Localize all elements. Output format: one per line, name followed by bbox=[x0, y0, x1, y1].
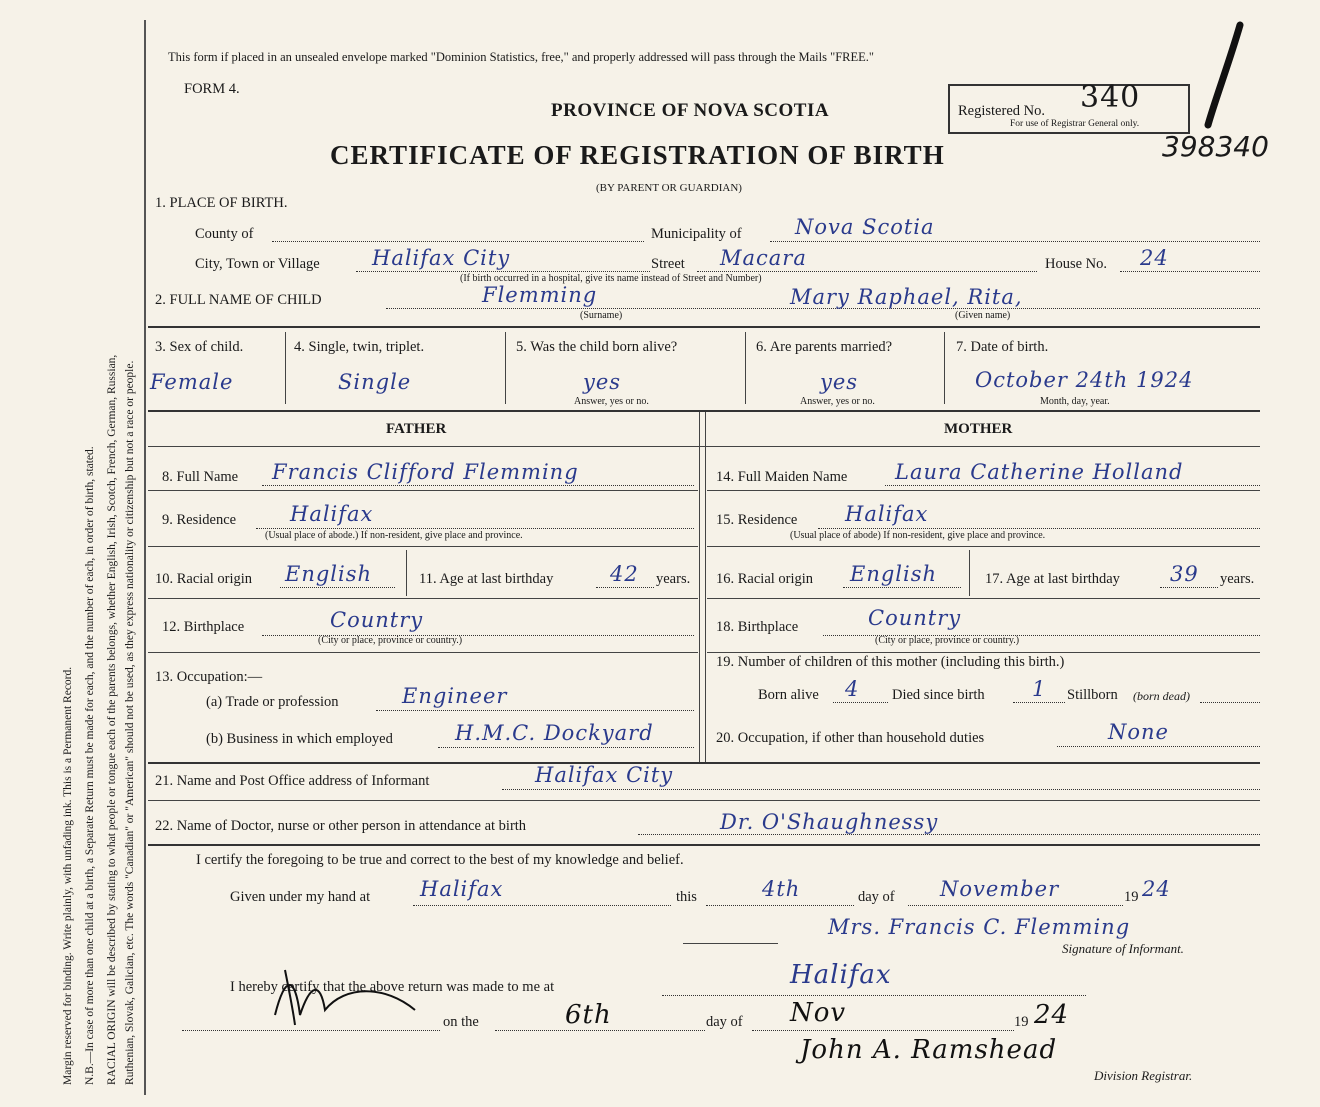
father-racial-divider bbox=[406, 550, 407, 596]
registrar-year-prefix: 19 bbox=[1014, 1014, 1029, 1030]
municipality-label: Municipality of bbox=[651, 226, 742, 242]
mother-rule-b bbox=[707, 546, 1260, 547]
page-title: CERTIFICATE OF REGISTRATION OF BIRTH bbox=[330, 140, 945, 170]
born-alive-count-value: 4 bbox=[845, 677, 860, 701]
scribble-mark-icon bbox=[265, 965, 425, 1035]
given-place-value: Halifax bbox=[420, 877, 504, 901]
father-residence-line bbox=[256, 528, 694, 529]
father-birthplace-caption: (City or place, province or country.) bbox=[318, 635, 463, 646]
registrar-day-line bbox=[495, 1030, 705, 1031]
informant-signature: Mrs. Francis C. Flemming bbox=[828, 915, 1131, 939]
col-divider-1 bbox=[285, 332, 286, 404]
rule-4 bbox=[148, 762, 1260, 764]
father-birthplace-label: 12. Birthplace bbox=[162, 619, 245, 635]
mother-name-line bbox=[885, 485, 1260, 486]
child-surname: Flemming bbox=[482, 283, 598, 307]
house-label: House No. bbox=[1045, 256, 1108, 272]
mother-birthplace-value: Country bbox=[868, 606, 962, 630]
father-years-label: years. bbox=[656, 571, 691, 587]
father-rule-d bbox=[148, 652, 698, 653]
mother-rule-a bbox=[707, 490, 1260, 491]
dob-label: 7. Date of birth. bbox=[956, 339, 1049, 355]
plurality-value: Single bbox=[338, 370, 412, 394]
mother-years-label: years. bbox=[1220, 571, 1255, 587]
margin-racial-origin-note-2: Ruthenian, Slovak, Galician, etc. The words "Canadian" or "American" should not be used, as they express nationality or citizenship but not a race or people. bbox=[124, 360, 136, 1085]
surname-caption: (Surname) bbox=[580, 310, 623, 321]
business-line bbox=[438, 747, 694, 748]
mother-occupation-line bbox=[1057, 746, 1260, 747]
doctor-value: Dr. O'Shaughnessy bbox=[720, 810, 939, 834]
mother-birthplace-label: 18. Birthplace bbox=[716, 619, 799, 635]
mother-name-label: 14. Full Maiden Name bbox=[716, 469, 848, 485]
died-count-line bbox=[1013, 702, 1065, 703]
mother-rule-c bbox=[707, 598, 1260, 599]
father-residence-value: Halifax bbox=[290, 502, 374, 526]
county-label: County of bbox=[195, 226, 254, 242]
street-label: Street bbox=[651, 256, 685, 272]
registrar-month-line bbox=[752, 1030, 1014, 1031]
mother-residence-value: Halifax bbox=[845, 502, 929, 526]
mother-residence-caption: (Usual place of abode) If non-resident, give place and province. bbox=[790, 530, 1046, 541]
margin-border bbox=[144, 20, 146, 1095]
page-subtitle: (BY PARENT OR GUARDIAN) bbox=[596, 182, 742, 194]
children-count-label: 19. Number of children of this mother (including this birth.) bbox=[716, 654, 1065, 670]
parent-divider-a bbox=[699, 412, 700, 762]
died-count-label: Died since birth bbox=[892, 687, 985, 703]
mother-age-line bbox=[1160, 587, 1218, 588]
year-value: 24 bbox=[1142, 877, 1171, 901]
mother-racial-line bbox=[843, 587, 961, 588]
mother-racial-value: English bbox=[850, 562, 938, 586]
born-alive-caption: Answer, yes or no. bbox=[574, 396, 649, 407]
father-name-line bbox=[262, 485, 694, 486]
parents-married-caption: Answer, yes or no. bbox=[800, 396, 875, 407]
province-heading: PROVINCE OF NOVA SCOTIA bbox=[551, 100, 830, 121]
municipality-line bbox=[770, 241, 1260, 242]
registrar-place-value: Halifax bbox=[790, 960, 892, 990]
municipality-value: Nova Scotia bbox=[795, 215, 935, 239]
given-under-label: Given under my hand at bbox=[230, 889, 371, 905]
street-line bbox=[697, 271, 1037, 272]
certify-statement: I certify the foregoing to be true and correct to the best of my knowledge and belief. bbox=[196, 852, 684, 868]
registrar-caption: Division Registrar. bbox=[1094, 1068, 1193, 1083]
rule-2 bbox=[148, 410, 1260, 412]
informant-value: Halifax City bbox=[535, 763, 674, 787]
mother-residence-label: 15. Residence bbox=[716, 512, 798, 528]
mother-racial-label: 16. Racial origin bbox=[716, 571, 814, 587]
month-value: November bbox=[940, 877, 1060, 901]
city-value: Halifax City bbox=[372, 246, 511, 270]
registrar-day-value: 6th bbox=[565, 1000, 612, 1030]
mother-residence-line bbox=[818, 528, 1260, 529]
registered-label: Registered No. bbox=[958, 103, 1045, 119]
father-racial-label: 10. Racial origin bbox=[155, 571, 253, 587]
rule-1 bbox=[148, 326, 1260, 328]
registrar-prefix-line bbox=[182, 1030, 440, 1031]
registrar-year-value: 24 bbox=[1034, 1000, 1070, 1030]
registered-value: 340 bbox=[1080, 80, 1141, 115]
informant-label: 21. Name and Post Office address of Informant bbox=[155, 773, 430, 789]
registered-box bbox=[948, 80, 1190, 134]
hospital-note: (If birth occurred in a hospital, give its name instead of Street and Number) bbox=[460, 273, 762, 284]
trade-line bbox=[376, 710, 694, 711]
given-name-caption: (Given name) bbox=[955, 310, 1011, 321]
house-line bbox=[1120, 271, 1260, 272]
doctor-line bbox=[638, 834, 1260, 835]
registrar-month-value: Nov bbox=[790, 998, 847, 1028]
born-alive-label: 5. Was the child born alive? bbox=[516, 339, 678, 355]
margin-binding-note: Margin reserved for binding. Write plainly, with unfading ink. This is a Permanent Record. bbox=[62, 666, 74, 1085]
signature-caption: Signature of Informant. bbox=[1062, 941, 1184, 956]
given-place-line bbox=[413, 905, 671, 906]
margin-racial-origin-note: RACIAL ORIGIN will be described by stating to what people or tongue each of the parents belongs, whether English, Irish, Scotch, French, German, Russian, bbox=[106, 354, 118, 1085]
plurality-label: 4. Single, twin, triplet. bbox=[294, 339, 425, 355]
occupation-label: 13. Occupation:— bbox=[155, 669, 263, 685]
born-alive-count-label: Born alive bbox=[758, 687, 819, 703]
col-divider-4 bbox=[944, 332, 945, 404]
pen-mark-icon bbox=[1190, 20, 1250, 140]
born-alive-count-line bbox=[833, 702, 888, 703]
doctor-label: 22. Name of Doctor, nurse or other person in attendance at birth bbox=[155, 818, 527, 834]
informant-line bbox=[502, 789, 1260, 790]
father-birthplace-value: Country bbox=[330, 608, 424, 632]
father-racial-value: English bbox=[285, 562, 373, 586]
registrar-place-line bbox=[662, 995, 1086, 996]
father-residence-caption: (Usual place of abode.) If non-resident, give place and province. bbox=[265, 530, 523, 541]
city-label: City, Town or Village bbox=[195, 256, 320, 272]
city-line bbox=[356, 271, 650, 272]
county-line bbox=[272, 241, 644, 242]
father-residence-label: 9. Residence bbox=[162, 512, 237, 528]
street-value: Macara bbox=[720, 246, 807, 270]
place-heading: 1. PLACE OF BIRTH. bbox=[155, 195, 288, 211]
sex-label: 3. Sex of child. bbox=[155, 339, 244, 355]
parents-married-value: yes bbox=[820, 370, 859, 394]
child-name-label: 2. FULL NAME OF CHILD bbox=[155, 292, 322, 308]
child-given-name: Mary Raphael, Rita, bbox=[790, 285, 1023, 309]
mother-occupation-value: None bbox=[1108, 720, 1169, 744]
trade-label: (a) Trade or profession bbox=[206, 694, 339, 710]
mother-name-value: Laura Catherine Holland bbox=[895, 460, 1184, 484]
father-racial-line bbox=[280, 587, 395, 588]
mother-age-value: 39 bbox=[1170, 562, 1199, 586]
month-line bbox=[908, 905, 1123, 906]
on-the-label: on the bbox=[443, 1014, 479, 1030]
father-rule-c bbox=[148, 598, 698, 599]
mother-racial-divider bbox=[969, 550, 970, 596]
col-divider-3 bbox=[745, 332, 746, 404]
rule-6 bbox=[148, 844, 1260, 846]
rule-5 bbox=[148, 800, 1260, 801]
stamp-number: 398340 bbox=[1162, 130, 1269, 163]
day-of-label: day of bbox=[858, 889, 895, 905]
year-prefix: 19 bbox=[1124, 889, 1139, 905]
father-rule-b bbox=[148, 546, 698, 547]
mail-notice: This form if placed in an unsealed envelope marked "Dominion Statistics, free," and properly addressed will pass through the Mails "FREE." bbox=[168, 50, 875, 64]
born-alive-value: yes bbox=[583, 370, 622, 394]
parents-married-label: 6. Are parents married? bbox=[756, 339, 893, 355]
house-value: 24 bbox=[1140, 246, 1169, 270]
trade-value: Engineer bbox=[402, 684, 508, 708]
dob-caption: Month, day, year. bbox=[1040, 396, 1110, 407]
father-name-label: 8. Full Name bbox=[162, 469, 239, 485]
registrar-statement: I hereby certify that the above return was made to me at bbox=[230, 979, 555, 995]
registrar-day-of-label: day of bbox=[706, 1014, 743, 1030]
stillborn-line bbox=[1200, 702, 1260, 703]
registrar-signature: John A. Ramshead bbox=[800, 1035, 1058, 1065]
father-name-value: Francis Clifford Flemming bbox=[272, 460, 579, 484]
margin-multiple-birth-note: N.B.—In case of more than one child at a birth, a Separate Return must be made for each, and the number of each, in order of birth, stated. bbox=[84, 446, 96, 1085]
dob-value: October 24th 1924 bbox=[975, 368, 1194, 392]
business-label: (b) Business in which employed bbox=[206, 731, 393, 747]
parent-divider-b bbox=[705, 412, 706, 762]
col-divider-2 bbox=[505, 332, 506, 404]
mother-occupation-label: 20. Occupation, if other than household duties bbox=[716, 730, 985, 746]
day-value: 4th bbox=[762, 877, 801, 901]
form-number: FORM 4. bbox=[184, 81, 240, 97]
mother-rule-d bbox=[707, 652, 1260, 653]
day-line bbox=[706, 905, 854, 906]
registrar-use-note: For use of Registrar General only. bbox=[1010, 119, 1140, 129]
signature-short-rule bbox=[683, 943, 778, 944]
father-rule-a bbox=[148, 490, 698, 491]
father-heading: FATHER bbox=[386, 421, 447, 437]
father-age-value: 42 bbox=[610, 562, 639, 586]
stillborn-label: Stillborn bbox=[1067, 687, 1118, 703]
father-age-line bbox=[596, 587, 654, 588]
this-label: this bbox=[676, 889, 697, 905]
sex-value: Female bbox=[150, 370, 234, 394]
business-value: H.M.C. Dockyard bbox=[455, 721, 654, 745]
father-age-label: 11. Age at last birthday bbox=[419, 571, 554, 587]
stillborn-caption: (born dead) bbox=[1133, 689, 1190, 703]
mother-age-label: 17. Age at last birthday bbox=[985, 571, 1120, 587]
mother-birthplace-caption: (City or place, province or country.) bbox=[875, 635, 1020, 646]
mother-heading: MOTHER bbox=[944, 421, 1013, 437]
rule-3 bbox=[148, 446, 1260, 447]
died-count-value: 1 bbox=[1032, 677, 1047, 701]
